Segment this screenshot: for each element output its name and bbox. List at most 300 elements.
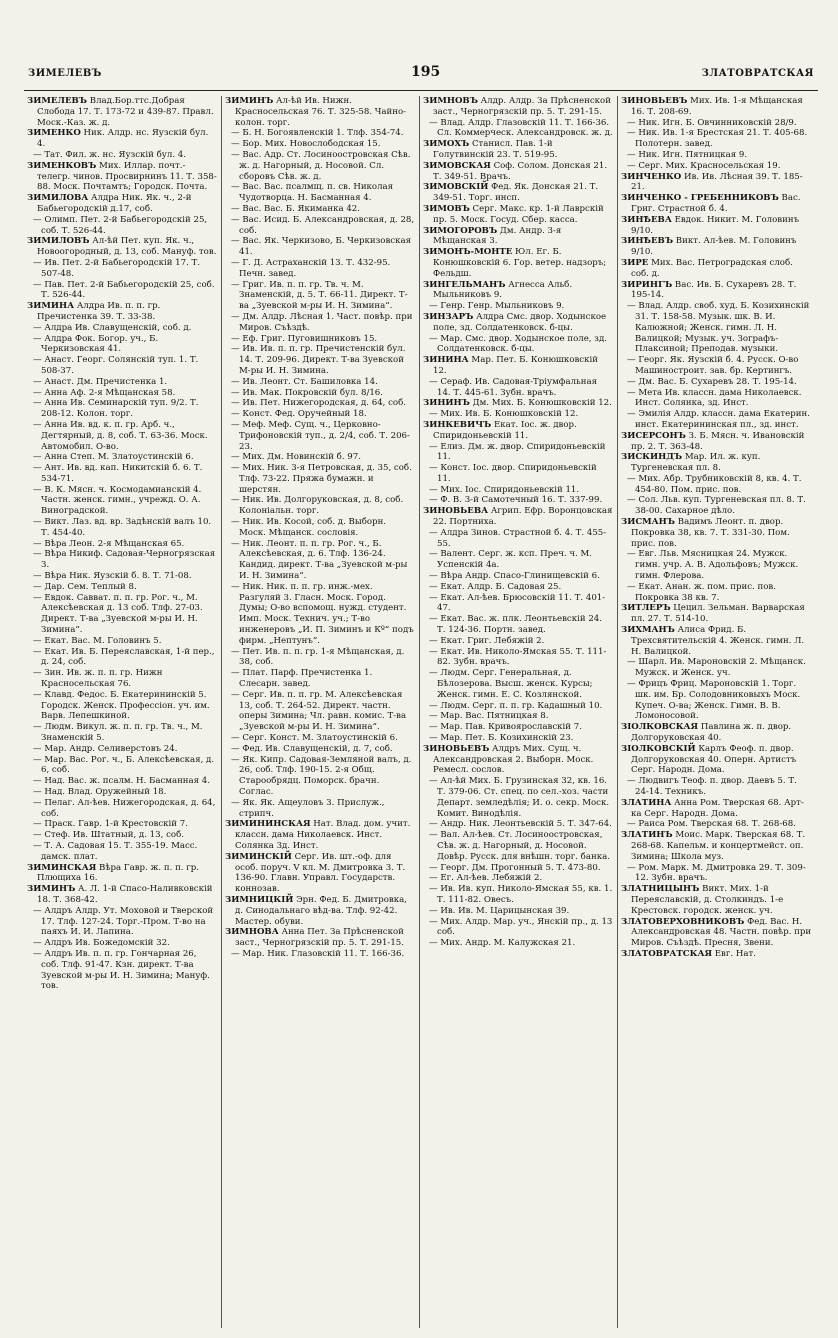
directory-entry	[621, 582, 812, 604]
directory-entry	[225, 409, 415, 420]
entry-details: — Ром. Марк. М. Дмитровка 29. Т. 309-12. Зубн. врачъ.	[627, 862, 806, 884]
directory-entry	[423, 301, 613, 312]
entry-details: — Эмилія Алдр. классн. дама Екатерин. инст. Екатерининская пл., зд. инст.	[627, 409, 810, 430]
entry-details: — Екат. Анан. ж. пом. прис. пов. Покровка 38 кв. 7.	[627, 581, 776, 603]
entry-surname: ЗЛАТНИЦЫНЪ	[621, 884, 700, 895]
entry-surname: ЗИНЧЕНКО	[621, 171, 682, 182]
directory-entry	[621, 863, 812, 885]
entry-surname: ЗИНКЕВИЧЪ	[423, 419, 492, 430]
entry-details: — Вѣра Никиф. Садовая-Черногрязская 3.	[33, 549, 216, 571]
directory-entry	[423, 312, 613, 334]
directory-entry	[621, 118, 812, 129]
entry-details: Нат. Влад. дом. учит. классн. дама Николаевск. Инст. Солянка 3д. Инст.	[235, 819, 411, 851]
directory-entry	[27, 636, 217, 647]
directory-entry	[423, 118, 613, 140]
directory-entry	[225, 819, 415, 851]
entry-details: — Зин. Ив. ж. п. п. гр. Нижн Красносельская 76.	[33, 668, 163, 690]
directory-entry	[423, 355, 613, 377]
directory-entry	[423, 701, 613, 712]
entry-details: Влад.Бор.ттс.Добрая Слобода 17. Т. 173-72 и 439-87. Правл. Моск.-Каз. ж. д.	[37, 96, 214, 128]
entry-details: Фед. Як. Донская 21. Т. 349-51. Торг. инсп.	[433, 182, 599, 204]
directory-entry	[621, 549, 812, 581]
entry-details: — Алдръ Алдр. Ут. Моховой и Тверской 17. Тлф. 127-24. Торг.-Пром. Т-во на паяхъ И. И. Лапина.	[33, 905, 214, 938]
entry-details: Моис. Марк. Тверская 68. Т. 268-68. Капельм. и концертмейст. оп. Зимина; Школа муз.	[631, 830, 806, 862]
entry-surname: ЗИРЕ	[621, 257, 649, 268]
entry-details: — Мар. Смс. двор. Ходынское поле, зд. Солдатенковск. б-цы.	[429, 333, 607, 355]
entry-details: — Пет. Ив. п. п. гр. 1-я Мѣщанская, д. 38, соб.	[231, 646, 405, 668]
entry-surname: ЗИМЕНКО	[27, 128, 81, 139]
directory-entry	[225, 96, 415, 128]
entry-details: — Людм. Серг. Генеральная, д. Бѣлозерова. Высш. женск. Курсы; Женск. гимн. Е. С. Козлянской.	[429, 668, 593, 700]
header-rule	[24, 90, 818, 91]
entry-details: — Ив. Леонт. Ст. Башиловка 14.	[231, 376, 378, 387]
entry-surname: ЗИМОВЪ	[423, 203, 470, 214]
entry-details: — Вѣра Андр. Спасо-Глинищевскій 6.	[429, 571, 600, 582]
directory-entry	[27, 938, 217, 949]
entry-details: — Мих. Абр. Трубниковскій 8, кв. 4. Т. 454-80. Пом. прис. пов.	[627, 473, 802, 495]
entry-details: Юл. Ег. Б. Конюшковскій 6. Гор. ветер. надзоръ; Фельдш.	[433, 247, 607, 279]
directory-entry	[621, 798, 812, 820]
entry-details: — Алдра Зинов. Страстной б. 4. Т. 455-55.	[429, 527, 607, 549]
directory-entry	[621, 431, 812, 453]
entry-details: Павлина ж. п. двор. Долгоруковская 40.	[631, 722, 792, 744]
entry-details: — Ник. Ив. 1-я Брестская 21. Т. 405-68. Полотерн. завед.	[627, 128, 808, 150]
directory-entry	[225, 398, 415, 409]
directory-entry	[225, 582, 415, 647]
directory-entry	[423, 226, 613, 248]
directory-entry	[225, 236, 415, 258]
entry-details: Мих. Ив. 1-я Мѣщанская 16. Т. 208-69.	[631, 96, 803, 117]
entry-details: — Анна Аф. 2-я Мѣщанская 58.	[33, 387, 176, 398]
entry-details: Эрн. Фед. Б. Дмитровка, д. Синодальнаго вѣд-ва. Тлф. 92-42. Мастер. обуви.	[235, 894, 407, 927]
directory-entry	[423, 549, 613, 571]
entry-details: — Тат. Фил. ж. нс. Яузскій бул. 4.	[33, 149, 186, 160]
directory-entry	[423, 873, 613, 884]
entry-surname: ЗИМОХЪ	[423, 139, 470, 150]
entry-details: Соф. Солом. Донская 21. Т. 349-51. Врачъ.	[433, 160, 608, 182]
directory-entry	[225, 733, 415, 744]
directory-entry	[27, 690, 217, 722]
entry-details: Вас. Григ. Страстной б. 4.	[631, 193, 801, 214]
entry-details: — Вѣра Ник. Яузскій б. 8. Т. 71-08.	[33, 571, 192, 582]
directory-entry	[621, 161, 812, 172]
entry-surname: ЗИНИНА	[423, 355, 469, 366]
entry-surname: ЗИНГЕЛЬМАНЪ	[423, 279, 506, 290]
directory-entry	[27, 593, 217, 636]
directory-entry	[423, 485, 613, 496]
entry-details: — Григ. Ив. п. п. гр. Тв. ч. М. Знаменскій, д. 5. Т. 66-11. Директ. Т-ва „Зуевской м-ры И. Н. Зимина“.	[231, 279, 408, 312]
entry-details: Евг. Нат.	[714, 948, 756, 959]
entry-details: — Вас. Вас. псалмщ. п. св. Николая Чудотворца. Н. Басманная 4.	[231, 182, 394, 204]
directory-entry	[423, 884, 613, 906]
entry-details: Алдра Ив. п. п. гр. Пречистенка 39. Т. 33-38.	[37, 301, 161, 322]
entry-surname: ЗИМНИЦКІЙ	[225, 894, 294, 905]
entry-details: Викт. Ал-ѣев. М. Головинъ 9/10.	[631, 236, 797, 258]
entry-details: — Андр. Ник. Леонтьевскій 5. Т. 347-64.	[429, 819, 612, 830]
entry-details: — Георг. Як. Яузскій б. 4. Русск. О-во Машиностроит. зав. бр. Кертингъ.	[627, 355, 799, 376]
directory-entry	[225, 258, 415, 280]
directory-entry	[423, 830, 613, 862]
directory-entry	[621, 722, 812, 744]
directory-entry	[27, 841, 217, 863]
entry-details: Мих. Вас. Петроградская слоб. соб. д.	[631, 257, 793, 279]
entry-details: — Клавд. Федос. Б. Екатерининскій 5. Городск. Женск. Профессіон. уч. им. Варв. Лепешкиной.	[33, 689, 210, 722]
entry-details: — Людвигъ Теоф. п. двор. Даевъ 5. Т. 24-14. Техникъ.	[627, 776, 797, 797]
directory-entry	[27, 755, 217, 777]
directory-entry	[621, 949, 812, 960]
entry-details: — Мих. Андр. М. Калужская 21.	[429, 938, 576, 949]
directory-entry	[423, 906, 613, 917]
entry-details: Викт. Мих. 1-й Переяславскій, д. Столкиндъ. 1-е Крестовск. городск. женск. уч.	[631, 884, 784, 916]
directory-entry	[621, 96, 812, 118]
entry-details: — Ал-ѣй Мих. Б. Грузинская 32, кв. 16. Т. 379-06. Ст. спец. по сел.-хоз. части Департ. земледѣлія; И. о. секр. Моск. Комит. Винодѣлія.	[429, 776, 610, 819]
header-left-catchword: ЗИМЕЛЕВЪ	[28, 68, 102, 79]
entry-surname: ЗИМИНА	[27, 301, 75, 312]
entry-details: — Над. Влад. Оружейный 18.	[33, 787, 167, 797]
directory-entry	[27, 323, 217, 334]
entry-details: — Серг. Ив. п. п. гр. М. Алексѣевская 13, соб. Т. 264-52. Директ. частн. оперы Зимина; Чл. равн. комис. Т-ва „Зуевской м-ры И. Н. Зимина“.	[231, 689, 407, 733]
directory-entry	[225, 798, 415, 820]
entry-details: — Вас. Адр. Ст. Лосиноостровская Сѣв. ж. д. Нагорный, д. Носовой. Сл. сборовъ Сѣв. ж. д.	[231, 149, 411, 182]
entry-details: — Влад. Алдр. Глазовскій 11. Т. 166-36. Сл. Коммерческ. Александровск. ж. д.	[429, 117, 613, 139]
directory-entry	[621, 150, 812, 161]
directory-entry	[621, 625, 812, 657]
entry-details: — Валент. Серг. ж. ксп. Преч. ч. М. Успенскій 4а.	[429, 549, 593, 571]
entry-surname: ЗИМОВСКІЙ	[423, 182, 489, 193]
entry-details: — Людм. Викул. ж. п. п. гр. Тв. ч., М. Знаменскій 5.	[33, 722, 203, 744]
entry-details: — Раиса Ром. Тверская 68. Т. 268-68.	[627, 819, 796, 830]
directory-entry	[27, 161, 217, 193]
entry-details: — Серг. Мих. Красносельская 19.	[627, 160, 781, 171]
entry-details: Фед. Вас. Н. Александровская 48. Частн. повѣр. при Миров. Съѣздѣ. Пресня, Звени.	[631, 916, 812, 949]
entry-surname: ЗИМИНИНСКАЯ	[225, 819, 311, 830]
entry-surname: ЗИМИНЪ	[225, 96, 274, 106]
directory-entry	[423, 442, 613, 464]
entry-details: — Ант. Ив. вд. кап. Никитскій б. 6. Т. 534-71.	[33, 463, 203, 484]
directory-entry	[423, 506, 613, 528]
directory-entry	[423, 776, 613, 819]
entry-surname: ЗИМОВСКАЯ	[423, 160, 491, 171]
directory-entry	[225, 495, 415, 517]
directory-entry	[27, 258, 217, 280]
directory-entry	[621, 830, 812, 862]
entry-surname: ЗИНѢЕВЪ	[621, 236, 674, 247]
entry-details: Карлъ Феоф. п. двор. Долгоруковская 40. Оперн. Артистъ Серг. Народн. Дома.	[631, 743, 797, 776]
directory-entry	[423, 280, 613, 302]
directory-entry	[27, 236, 217, 258]
entry-details: — Шарл. Ив. Мароновскій 2. Мѣщанск. Мужск. и Женск. уч.	[627, 657, 806, 679]
entry-details: — Т. А. Садовая 15. Т. 355-19. Масс. дамск. плат.	[33, 840, 198, 862]
directory-entry	[423, 819, 613, 830]
directory-entry	[27, 539, 217, 550]
entry-details: — Вас. Исид. Б. Александровская, д. 28, соб.	[231, 214, 415, 236]
directory-entry	[621, 388, 812, 410]
directory-entry	[225, 377, 415, 388]
entry-details: Ал-ѣй Пет. куп. Як. ч., Новоогородный, д. 13, соб. Мануф. тов.	[37, 236, 217, 258]
entry-details: Мар. Пет. Б. Конюшковскій 12.	[433, 355, 598, 376]
directory-entry	[27, 377, 217, 388]
directory-entry	[27, 193, 217, 215]
entry-surname: ЗИМЕНКОВЪ	[27, 160, 97, 171]
column-2	[222, 96, 420, 1328]
entry-details: — Ник. Ник. п. п. гр. инж.-мех. Разгуляй 3. Гласн. Моск. Город. Думы; О-во вспомощ. нужд. студент. Имп. Моск. Технич. уч.; Т-во инженеровъ „И. П. Зиминъ и Кº“ подъ фирм. „Нептунъ“.	[231, 581, 414, 646]
entry-details: — Меф. Меф. Сущ. ч., Церковно-Трифоновскій туп., д. 2/4, соб. Т. 206-23.	[231, 419, 410, 452]
entry-details: — Влад. Алдр. своб. худ. Б. Козихинскій 31. Т. 158-58. Музык. шк. В. И. Калюжной; Женск. гимн. Л. Н. Валицкой; Музык. уч. Зографъ-Плаксиной; Преподав. музыки.	[627, 301, 810, 355]
directory-entry	[621, 517, 812, 549]
directory-entry	[27, 776, 217, 787]
entry-surname: ЗИСКИНДЪ	[621, 452, 683, 463]
directory-entry	[225, 927, 415, 949]
entry-details: Алдра Ник. Як. ч., 2-й Бабьегородскій д.17, соб.	[37, 193, 192, 214]
entry-details: Ал-ѣй Ив. Нижн. Красносельская 76. Т. 325-58. Чайно-колон. торг.	[235, 96, 407, 128]
entry-details: — Алдра Фок. Богор. уч., Б. Черкизовская 41.	[33, 333, 159, 355]
directory-entry	[423, 636, 613, 647]
directory-entry	[225, 215, 415, 237]
entry-details: — Над. Вас. ж. псалм. Н. Басманная 4.	[33, 776, 211, 787]
entry-details: — Елиз. Дм. ж. двор. Спиридоньевскій 11.	[429, 441, 606, 463]
entry-details: Дм. Мих. Б. Конюшковскій 12.	[472, 398, 612, 409]
entry-details: — Як. Кипр. Садовая-Земляной валъ, д. 26, соб. Тлф. 190-15. 2-я Общ. Старообрядц. Поморск. брачн. Соглас.	[231, 754, 412, 797]
entry-details: — Праск. Гавр. 1-й Крестовскій 7.	[33, 819, 188, 830]
entry-details: — Ив. Пет. Нижегородская, д. 64, соб.	[231, 398, 407, 409]
directory-entry	[27, 463, 217, 485]
entry-surname: ЗІОЛКОВСКІЙ	[621, 743, 696, 754]
entry-details: — Ник. Ив. Косой, соб. д. Выборн. Моск. Мѣщанск. сословія.	[231, 517, 387, 538]
directory-entry	[225, 182, 415, 204]
directory-entry	[225, 204, 415, 215]
entry-surname: ЗИМИНСКАЯ	[27, 862, 97, 873]
directory-entry	[225, 334, 415, 345]
directory-entry	[27, 485, 217, 517]
directory-entry	[621, 301, 812, 355]
entry-surname: ЗІОЛКОВСКАЯ	[621, 722, 699, 733]
entry-details: Цецил. Зельман. Варварская пл. 27. Т. 514-10.	[631, 603, 805, 625]
directory-entry	[423, 204, 613, 226]
entry-details: Алдра Смс. двор. Ходынское поле, зд. Солдатенковск. б-цы.	[433, 311, 607, 333]
directory-entry	[621, 355, 812, 377]
directory-entry	[423, 247, 613, 279]
directory-entry	[225, 312, 415, 334]
entry-details: — Б. Н. Богоявленскій 1. Тлф. 354-74.	[231, 128, 404, 139]
directory-entry	[621, 819, 812, 830]
entry-details: Екат. Іос. ж. двор. Спиридоньевскій 11.	[433, 419, 577, 441]
directory-entry	[621, 258, 812, 280]
entry-details: Евдок. Никит. М. Головинъ 9/10.	[631, 214, 800, 236]
directory-entry	[423, 917, 613, 939]
entry-details: Серг. Ив. шт.-оф. для особ. поруч. V кл. М. Дмитровка 3. Т. 136-90. Главн. Управл. Государств. коннозав.	[235, 851, 406, 895]
directory-entry	[27, 301, 217, 323]
entry-details: Агрип. Ефр. Воронцовская 22. Портниха.	[433, 506, 613, 528]
entry-surname: ЗИМОНЪ-МОНТЕ	[423, 247, 513, 258]
entry-details: — Мих. Дм. Новинскій б. 97.	[231, 452, 361, 463]
entry-details: — Ив. Ив. куп. Николо-Ямская 55, кв. 1. Т. 111-82. Овесъ.	[429, 884, 613, 905]
directory-entry	[27, 128, 217, 150]
directory-entry	[621, 280, 812, 302]
directory-entry	[225, 128, 415, 139]
entry-details: — Еф. Григ. Пуговишниковъ 15.	[231, 333, 378, 344]
directory-entry	[621, 917, 812, 949]
entry-details: — Екат. Ив. Б. Переяславская, 1-й пер., д. 24, соб.	[33, 646, 215, 668]
directory-entry	[27, 884, 217, 906]
entry-details: — Олимп. Пет. 2-й Бабьегородскій 25, соб. Т. 526-44.	[33, 214, 208, 236]
entry-details: — Екат. Алдр. Б. Садовая 25.	[429, 581, 562, 592]
directory-entry	[27, 787, 217, 798]
entry-details: Вѣра Гавр. ж. п. п. гр. Плющиха 16.	[37, 862, 200, 884]
directory-entry	[225, 344, 415, 376]
entry-details: — Генр. Генр. Мыльниковъ 9.	[429, 301, 565, 312]
entry-surname: ЗИНЗАРЪ	[423, 311, 474, 322]
directory-entry	[621, 172, 812, 194]
directory-entry	[621, 128, 812, 150]
entry-details: — В. К. Мясн. ч. Космодамианскій 4. Частн. женск. гимн., учрежд. О. А. Виноградской.	[33, 484, 202, 517]
directory-entry	[27, 215, 217, 237]
entry-surname: ЗИМНОВА	[225, 927, 279, 938]
directory-entry	[423, 334, 613, 356]
entry-details: — Ив. Мак. Покровскій бул. 8/16.	[231, 387, 384, 398]
directory-entry	[225, 668, 415, 690]
directory-entry	[621, 884, 812, 916]
entry-details: — Мар. Пет. Б. Козихинскій 23.	[429, 733, 574, 744]
entry-details: — Алдръ Ив. Божедомскій 32.	[33, 938, 170, 949]
entry-details: А. Л. 1-й Спасо-Наливковскій 18. Т. 368-42.	[37, 884, 213, 905]
entry-details: — Анна Степ. М. Златоустинскій 6.	[33, 452, 194, 463]
directory-entry	[423, 161, 613, 183]
directory-entry	[423, 722, 613, 733]
directory-entry	[621, 776, 812, 798]
entry-details: — Бор. Мих. Новослободская 15.	[231, 139, 381, 150]
entry-details: — Евг. Льв. Мясницкая 24. Мужск. гимн. учр. А. В. Адольфовъ; Мужск. гимн. Флерова.	[627, 549, 799, 582]
entry-details: — Пав. Пет. 2-й Бабьегородскій 25, соб. Т. 526-44.	[33, 279, 215, 301]
directory-entry	[225, 755, 415, 798]
entry-details: — Георг. Дм. Прогонный 5. Т. 473-80.	[429, 862, 601, 873]
directory-entry	[423, 647, 613, 669]
entry-details: — Ник. Леонт. п. п. гр. Рог. ч., Б. Алексѣевская, д. 6. Тлф. 136-24. Кандид. директ. Т-ва „Зуевской м-ры И. Н. Зимина“.	[231, 538, 408, 582]
entry-surname: ЗИСЕРСОНЪ	[621, 430, 686, 441]
entry-surname: ЗЛАТОВЕРХОВНИКОВЪ	[621, 916, 745, 927]
directory-entry	[423, 139, 613, 161]
directory-entry	[423, 398, 613, 409]
entry-surname: ЗЛАТИНЪ	[621, 830, 673, 841]
entry-details: — Анаст. Дм. Пречистенка 1.	[33, 376, 168, 387]
directory-entry	[27, 798, 217, 820]
entry-details: — Мих. Ник. 3-я Петровская, д. 35, соб. Тлф. 73-22. Пряжа бумажн. и шерстян.	[231, 463, 412, 495]
entry-details: — Евдок. Савват. п. п. гр. Рог. ч., М. Алексѣевская д. 13 соб. Тлф. 27-03. Директ. Т-ва „Зуевской м-ры И. Н. Зимина“.	[33, 592, 203, 636]
directory-entry	[621, 377, 812, 388]
directory-entry	[423, 668, 613, 700]
directory-entry	[27, 334, 217, 356]
directory-entry	[423, 733, 613, 744]
directory-columns	[24, 96, 818, 1328]
directory-entry	[225, 744, 415, 755]
directory-entry	[423, 420, 613, 442]
entry-details: — Ник. Ив. Долгоруковская, д. 8, соб. Колоніальн. торг.	[231, 495, 404, 517]
directory-entry	[225, 690, 415, 733]
directory-entry	[27, 517, 217, 539]
entry-details: — Мета Ив. классн. дама Николаевск. Инст. Солянка, зд. Инст.	[627, 387, 802, 409]
entry-surname: ЗИНИНЪ	[423, 398, 470, 409]
entry-details: Алиса Фрид. Б. Трехсвятительскій 4. Женск. гимн. Л. Н. Валицкой.	[631, 625, 805, 657]
directory-entry	[27, 906, 217, 938]
entry-details: — Г. Д. Астраханскій 13. Т. 432-95. Печн. завед.	[231, 257, 391, 279]
entry-details: Ник. Алдр. нс. Яузскій бул. 4.	[37, 128, 209, 150]
entry-details: — Вал. Ал-ѣев. Ст. Лосиноостровская, Сѣв. ж. д. Нагорный, д. Носовой. Довѣр. Русск. для внѣшн. торг. банка.	[429, 830, 610, 862]
entry-details: — Ег. Ал-ѣев. Лебяжій 2.	[429, 873, 543, 884]
page-header	[28, 64, 818, 86]
directory-entry	[27, 150, 217, 161]
entry-details: Алдръ Мих. Сущ. ч. Александровская 2. Выборн. Моск. Ремесл. сослов.	[433, 743, 594, 776]
entry-details: — Фрицъ Фриц. Мароновскій 1. Торг. шк. им. Бр. Солодовниковыхъ Моск. Купеч. О-ва; Женск. Гимн. В. В. Ломоносовой.	[627, 679, 801, 722]
directory-entry	[225, 463, 415, 495]
entry-surname: ЗИМИЛОВЪ	[27, 236, 90, 247]
entry-surname: ЗИМОГОРОВЪ	[423, 225, 498, 236]
directory-entry	[423, 463, 613, 485]
entry-details: — Ив. Ив. М. Царицынская 39.	[429, 905, 570, 916]
entry-surname: ЗИМЕЛЕВЪ	[27, 96, 88, 106]
entry-details: Мих. Иллар. почт.-телегр. чинов. Просвирнинъ 11. Т. 358-88. Моск. Почтамтъ; Городск. Почта.	[37, 160, 217, 193]
directory-entry	[225, 388, 415, 399]
entry-details: — Мих. Алдр. Мар. уч., Янскій пр., д. 13 соб.	[429, 916, 613, 938]
directory-entry	[621, 452, 812, 474]
directory-entry	[423, 409, 613, 420]
entry-details: Алдр. Алдр. За Прѣсненской заст., Черногрязскій пр. 5. Т. 291-15.	[433, 96, 611, 117]
entry-details: Агнесса Альб. Мыльниковъ 9.	[433, 279, 573, 301]
entry-details: — Анаст. Георг. Солянскій туп. 1. Т. 508-37.	[33, 355, 199, 376]
entry-details: — Мар. Вас. Рог. ч., Б. Алексѣевская, д. 6, соб.	[33, 754, 215, 776]
entry-details: — Алдръ Ив. п. п. гр. Гончарная 26, соб. Тлф. 91-47. Кзн. директ. Т-ва Зуевской м-ры И. Н. Зимина; Мануф. тов.	[33, 948, 210, 992]
entry-details: — Екат. Ал-ѣев. Брюсовскій 11. Т. 401-47.	[429, 592, 606, 614]
directory-entry	[423, 377, 613, 399]
entry-details: — Ник. Игн. Б. Овчинниковскій 28/9.	[627, 117, 797, 128]
directory-entry	[27, 949, 217, 992]
directory-entry	[423, 938, 613, 949]
entry-details: — Як. Як. Ащеуловъ 3. Прислуж., стрипч.	[231, 797, 385, 819]
directory-entry	[423, 528, 613, 550]
entry-details: — Мар. Вас. Пятницкая 8.	[429, 711, 549, 722]
directory-entry	[621, 603, 812, 625]
directory-entry	[27, 549, 217, 571]
directory-entry	[225, 539, 415, 582]
directory-entry	[27, 398, 217, 420]
directory-entry	[225, 647, 415, 669]
directory-entry	[621, 409, 812, 431]
column-4	[618, 96, 816, 1328]
header-right-catchword: ЗЛАТОВРАТСКАЯ	[701, 68, 814, 79]
directory-entry	[423, 744, 613, 776]
entry-details: — Ф. В. 3-й Самотечный 16. Т. 337-99.	[429, 495, 603, 506]
entry-details: — Анна Ив. Семинарскій туп. 9/2. Т. 208-12. Колон. торг.	[33, 398, 199, 420]
column-1	[24, 96, 222, 1328]
entry-surname: ЗИРИНГЪ	[621, 279, 673, 290]
directory-entry	[27, 668, 217, 690]
entry-details: — Екат. Григ. Лебяжій 2.	[429, 635, 545, 646]
entry-details: — Мар. Пав. Кривоярославскій 7.	[429, 722, 582, 733]
entry-details: — Анна Ив. вд. к. п. гр. Арб. ч., Дегтярный, д. 8, соб. Т. 63-36. Моск. Автомобил. О-во.	[33, 419, 208, 452]
directory-entry	[225, 852, 415, 895]
directory-entry	[27, 819, 217, 830]
directory-entry	[27, 571, 217, 582]
entry-surname: ЗИНОВЬЕВЪ	[621, 96, 688, 106]
directory-entry	[621, 215, 812, 237]
directory-entry	[27, 452, 217, 463]
directory-entry	[27, 830, 217, 841]
entry-surname: ЗЛАТОВРАТСКАЯ	[621, 948, 713, 959]
directory-entry	[225, 280, 415, 312]
directory-entry	[423, 711, 613, 722]
entry-details: — Екат. Ив. Николо-Ямская 55. Т. 111-82. Зубн. врачъ.	[429, 646, 607, 668]
directory-entry	[621, 679, 812, 722]
entry-surname: ЗИМИЛОВА	[27, 193, 89, 204]
entry-details: — Екат. Вас. М. Головинъ 5.	[33, 635, 162, 646]
